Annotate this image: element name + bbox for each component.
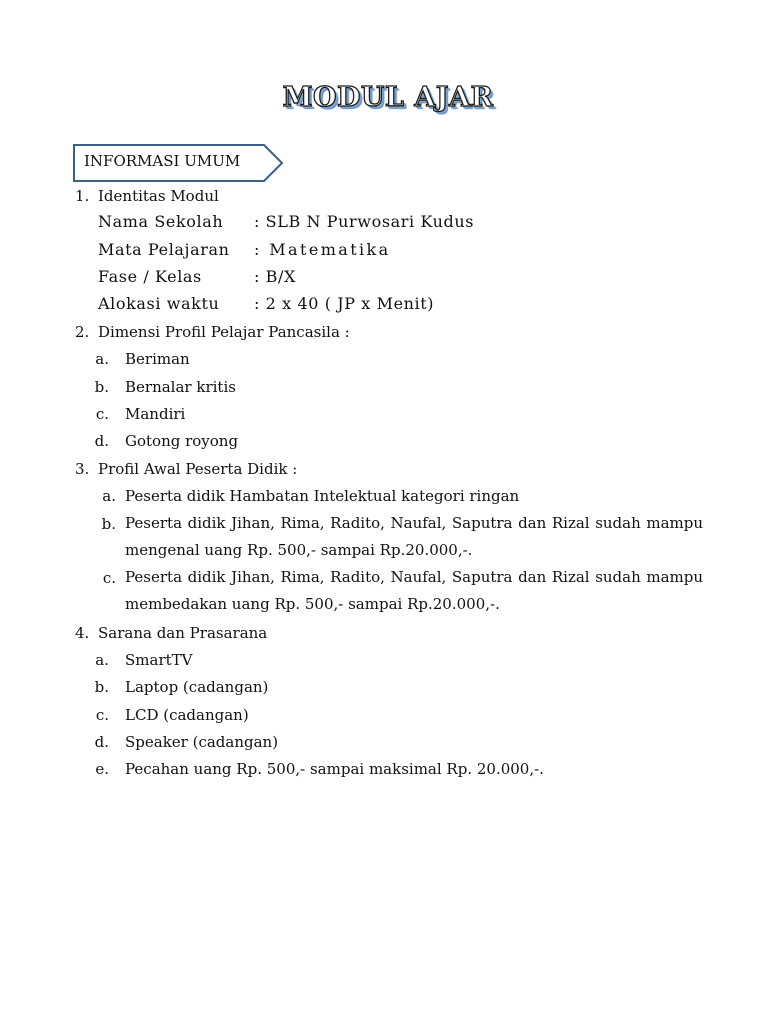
list-item: Pecahan uang Rp. 500,- sampai maksimal Rp. 20.000,-. bbox=[125, 760, 544, 778]
list-item: Peserta didik Hambatan Intelektual kategori ringan bbox=[125, 487, 520, 505]
field-value-alokasi-waktu: : 2 x 40 ( JP x Menit) bbox=[254, 294, 435, 313]
list-letter: d. bbox=[94, 733, 109, 751]
item-heading-profil-awal: Profil Awal Peserta Didik : bbox=[98, 460, 298, 478]
list-item: Gotong royong bbox=[125, 432, 239, 450]
list-item: Bernalar kritis bbox=[125, 378, 236, 396]
item-number: 4. bbox=[75, 624, 90, 642]
list-item: Beriman bbox=[125, 350, 190, 368]
list-item: SmartTV bbox=[125, 651, 193, 669]
list-letter: b. bbox=[94, 378, 109, 396]
list-letter: a. bbox=[102, 487, 116, 505]
field-label-alokasi-waktu: Alokasi waktu bbox=[98, 294, 220, 313]
item-heading-identitas: Identitas Modul bbox=[98, 187, 219, 205]
list-letter: c. bbox=[102, 569, 116, 587]
list-letter: d. bbox=[94, 432, 109, 450]
list-item: Mandiri bbox=[125, 405, 186, 423]
item-heading-dimensi: Dimensi Profil Pelajar Pancasila : bbox=[98, 323, 350, 341]
list-letter: c. bbox=[95, 405, 109, 423]
item-number: 2. bbox=[75, 323, 90, 341]
item-number: 1. bbox=[75, 187, 90, 205]
list-item: LCD (cadangan) bbox=[125, 706, 249, 724]
field-value-fase-kelas: : B/X bbox=[254, 267, 297, 286]
list-letter: b. bbox=[94, 678, 109, 696]
section-title: INFORMASI UMUM bbox=[84, 152, 241, 170]
item-heading-sarana: Sarana dan Prasarana bbox=[98, 624, 268, 642]
list-letter: a. bbox=[95, 651, 109, 669]
list-item-paragraph: Peserta didik Jihan, Rima, Radito, Naufal, Saputra dan Rizal sudah mampu mengenal uang Rp. 500,- sampai Rp.20.000,-. bbox=[125, 514, 703, 559]
field-label-mata-pelajaran: Mata Pelajaran bbox=[98, 240, 230, 259]
list-letter: b. bbox=[101, 515, 116, 533]
list-letter: c. bbox=[95, 706, 109, 724]
list-letter: a. bbox=[95, 350, 109, 368]
list-item-paragraph: Peserta didik Jihan, Rima, Radito, Naufal, Saputra dan Rizal sudah mampu membedakan uang Rp. 500,- sampai Rp.20.000,-. bbox=[125, 568, 703, 613]
list-letter: e. bbox=[95, 760, 109, 778]
list-item: Speaker (cadangan) bbox=[125, 733, 279, 751]
section-header-tab bbox=[73, 144, 285, 182]
list-item: Laptop (cadangan) bbox=[125, 678, 269, 696]
page-title: MODUL AJAR bbox=[282, 82, 494, 113]
item-number: 3. bbox=[75, 460, 90, 478]
field-label-fase-kelas: Fase / Kelas bbox=[98, 267, 202, 286]
field-value-nama-sekolah: : SLB N Purwosari Kudus bbox=[254, 212, 475, 231]
field-label-nama-sekolah: Nama Sekolah bbox=[98, 212, 224, 231]
field-value-mata-pelajaran: : Matematika bbox=[254, 240, 391, 259]
